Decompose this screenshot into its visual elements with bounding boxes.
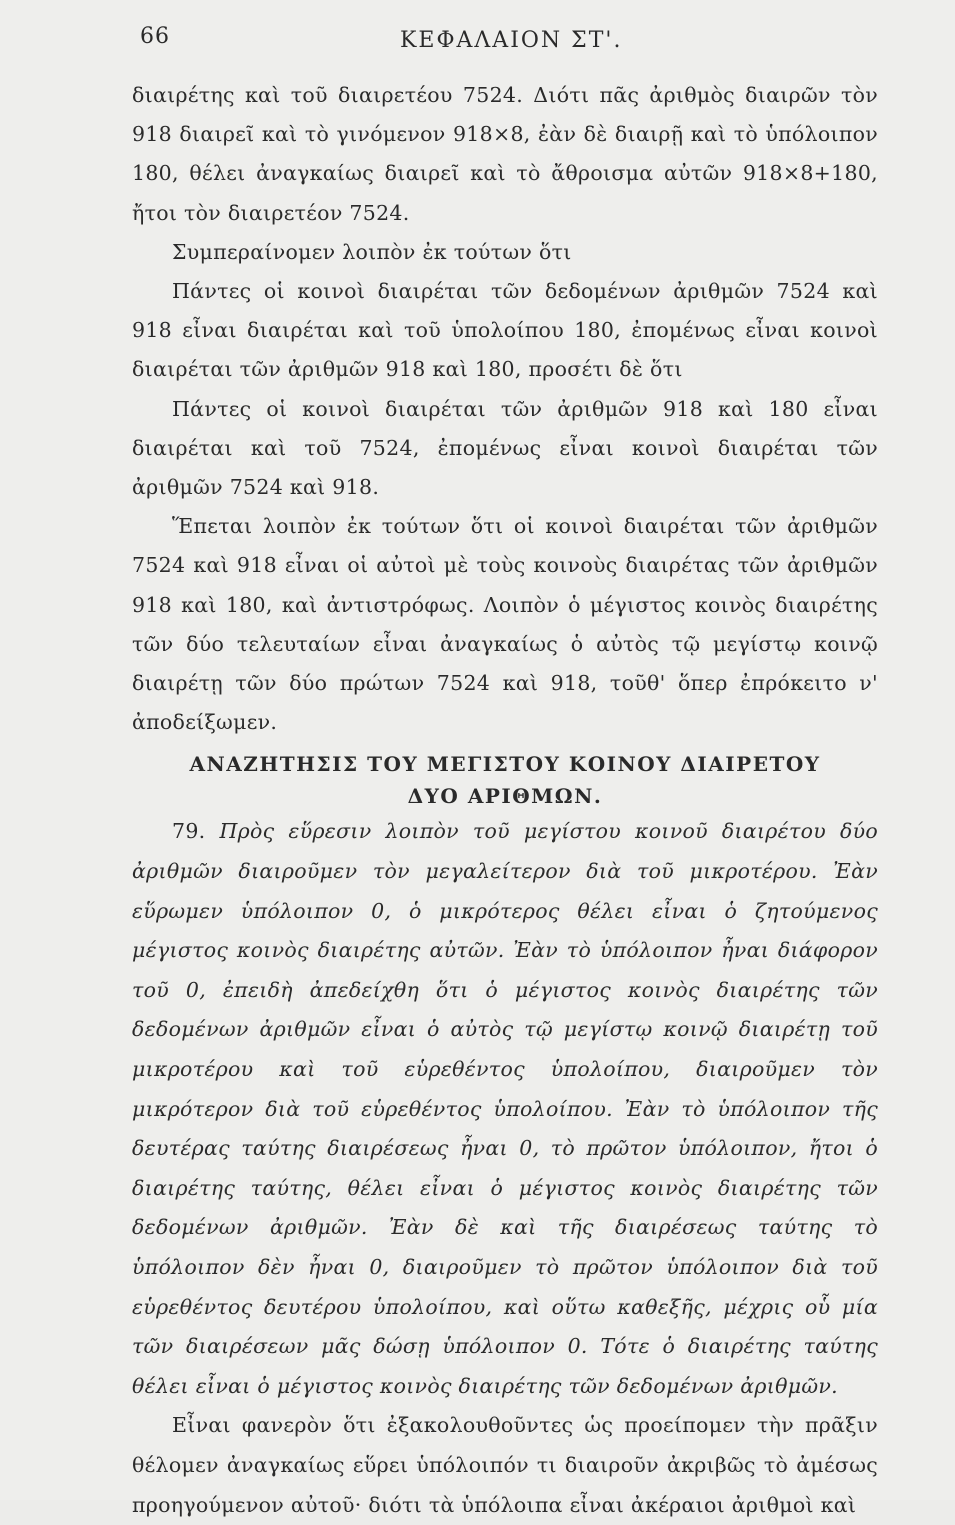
article-number: 79.	[172, 819, 206, 844]
paragraph-statement-1: Πάντες οἱ κοινοὶ διαιρέται τῶν δεδομένων ἀριθμῶν 7524 καὶ 918 εἶναι διαιρέται καὶ τοῦ ὑπολοίπου 180, ἐπομένως εἶναι κοινοὶ διαιρέται τῶν ἀριθμῶν 918 καὶ 180, προσέτι δὲ ὅτι	[132, 279, 878, 382]
paragraph-closing: Εἶναι φανερὸν ὅτι ἐξακολουθοῦντες ὡς προείπομεν τὴν πρᾶξιν θέλομεν ἀναγκαίως εὕρει ὑπόλοιπόν τι διαιροῦν ἀκριβῶς τὸ ἀμέσως προηγούμενον αὐτοῦ· διότι τὰ ὑπόλοιπα εἶναι ἀκέραιοι ἀριθμοὶ καὶ	[132, 1413, 878, 1517]
section-heading-line-2: ΔΥΟ ΑΡΙΘΜΩΝ.	[407, 784, 603, 809]
paragraph-continuation: διαιρέτης καὶ τοῦ διαιρετέου 7524. Διότι πᾶς ἀριθμὸς διαιρῶν τὸν 918 διαιρεῖ καὶ τὸ γινόμενον 918×8, ἐὰν δὲ διαιρῇ καὶ τὸ ὑπόλοιπον 180, θέλει ἀναγκαίως διαιρεῖ καὶ τὸ ἄθροισμα αὐτῶν 918×8+180, ἤτοι τὸν διαιρετέον 7524.	[132, 83, 878, 225]
chapter-title: ΚΕΦΑΛΑΙΟΝ ΣΤ'.	[400, 28, 623, 53]
paragraph-statement-2: Πάντες οἱ κοινοὶ διαιρέται τῶν ἀριθμῶν 918 καὶ 180 εἶναι διαιρέται καὶ τοῦ 7524, ἐπομένως εἶναι κοινοὶ διαιρέται τῶν ἀριθμῶν 7524 καὶ 918.	[132, 396, 878, 500]
paragraph-consequence: Ἕπεται λοιπὸν ἐκ τούτων ὅτι οἱ κοινοὶ διαιρέται τῶν ἀριθμῶν 7524 καὶ 918 εἶναι οἱ αὐτοὶ μὲ τοὺς κοινοὺς διαιρέτας τῶν ἀριθμῶν 918 καὶ 180, καὶ ἀντιστρόφως. Λοιπὸν ὁ μέγιστος κοινὸς διαιρέτης τῶν δύο τελευταίων εἶναι ἀναγκαίως ὁ αὐτὸς τῷ μεγίστῳ κοινῷ διαιρέτῃ τῶν δύο πρώτων 7524 καὶ 918, τοῦθ' ὅπερ ἐπρόκειτο ν' ἀποδείξωμεν.	[132, 514, 878, 735]
page-number: 66	[140, 24, 170, 49]
section-heading	[132, 748, 878, 812]
rule-paragraph	[132, 812, 878, 1406]
rule-text: Πρὸς εὕρεσιν λοιπὸν τοῦ μεγίστου κοινοῦ διαιρέτου δύο ἀριθμῶν διαιροῦμεν τὸν μεγαλείτερον διὰ τοῦ μικροτέρου. Ἐὰν εὕρωμεν ὑπόλοιπον 0, ὁ μικρότερος θέλει εἶναι ὁ ζητούμενος μέγιστος κοινὸς διαιρέτης αὐτῶν. Ἐὰν τὸ ὑπόλοιπον ἦναι διάφορον τοῦ 0, ἐπειδὴ ἀπεδείχθη ὅτι ὁ μέγιστος κοινὸς διαιρέτης τῶν δεδομένων ἀριθμῶν εἶναι ὁ αὐτὸς τῷ μεγίστῳ κοινῷ διαιρέτῃ τοῦ μικροτέρου καὶ τοῦ εὑρεθέντος ὑπολοίπου, διαιροῦμεν τὸν μικρότερον διὰ τοῦ εὑρεθέντος ὑπολοίπου. Ἐὰν τὸ ὑπόλοιπον τῆς δευτέρας ταύτης διαιρέσεως ἦναι 0, τὸ πρῶτον ὑπόλοιπον, ἤτοι ὁ διαιρέτης ταύτης, θέλει εἶναι ὁ μέγιστος κοινὸς διαιρέτης τῶν δεδομένων ἀριθμῶν. Ἐὰν δὲ καὶ τῆς διαιρέσεως ταύτης τὸ ὑπόλοιπον δὲν ἦναι 0, διαιροῦμεν τὸ πρῶτον ὑπόλοιπον διὰ τοῦ εὑρεθέντος δευτέρου ὑπολοίπου, καὶ οὕτω καθεξῆς, μέχρις οὗ μία τῶν διαιρέσεων μᾶς δώσῃ ὑπόλοιπον 0. Τότε ὁ διαιρέτης ταύτης θέλει εἶναι ὁ μέγιστος κοινὸς διαιρέτης τῶν δεδομένων ἀριθμῶν.	[132, 819, 878, 1398]
paragraph-conclusion-intro: Συμπεραίνομεν λοιπὸν ἐκ τούτων ὅτι	[172, 239, 572, 264]
page-body	[132, 76, 878, 1525]
running-head	[140, 18, 880, 58]
section-heading-line-1: ΑΝΑΖΗΤΗΣΙΣ ΤΟΥ ΜΕΓΙΣΤΟΥ ΚΟΙΝΟΥ ΔΙΑΙΡΕΤΟΥ	[189, 752, 821, 777]
